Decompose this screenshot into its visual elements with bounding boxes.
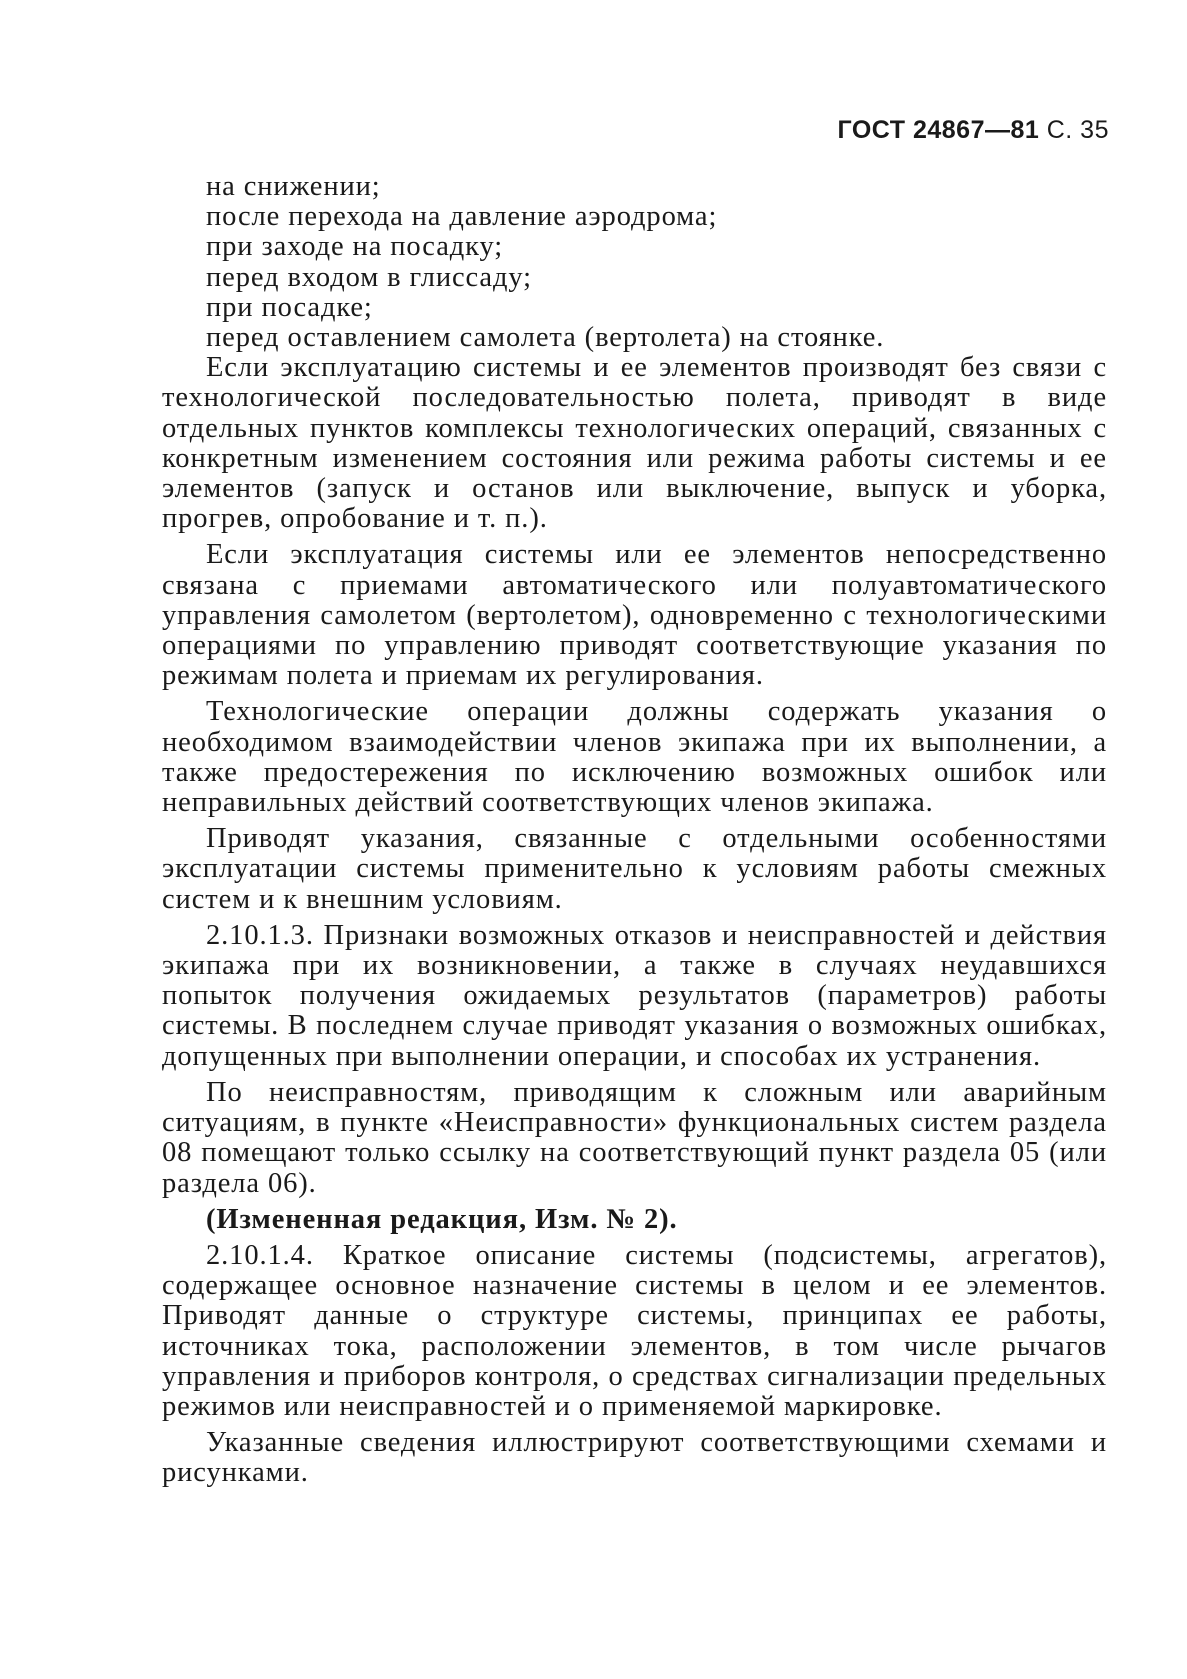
paragraph: Технологические операции должны содержать указания о необходимом взаимодействии членов экипажа при их выполнении, а также предостережения по исключению возможных ошибок или неправильных действий соответствующих членов экипажа. [162, 696, 1107, 819]
amendment-note: (Измененная редакция, Изм. № 2). [206, 1203, 678, 1235]
list-item: при заходе на посадку; [206, 231, 504, 263]
list-item: при посадке; [206, 291, 373, 323]
paragraph: Указанные сведения иллюстрируют соответствующими схемами и рисунками. [162, 1427, 1107, 1489]
standard-number: ГОСТ 24867—81 [837, 116, 1040, 144]
paragraph: По неисправностям, приводящим к сложным или аварийным ситуациям, в пункте «Неисправности» функциональных систем раздела 08 помещают только ссылку на соответствующий пункт раздела 05 (или раздела 06). [162, 1076, 1107, 1199]
paragraph-2-10-1-4: 2.10.1.4. Краткое описание системы (подсистемы, агрегатов), содержащее основное назначение системы в целом и ее элементов. Приводят данные о структуре системы, принципах ее работы, источниках тока, расположении элементов, в том числе рычагов управления и приборов контроля, о средствах сигнализации предельных режимов или неисправностей и о применяемой маркировке. [162, 1239, 1107, 1422]
paragraph: Если эксплуатация системы или ее элементов непосредственно связана с приемами автоматического или полуавтоматического управления самолетом (вертолетом), одновременно с технологическими операциями по управлению приводят соответствующие указания по режимам полета и приемам их регулирования. [162, 539, 1107, 692]
list-item: на снижении; [206, 171, 381, 202]
paragraph-2-10-1-3: 2.10.1.3. Признаки возможных отказов и неисправностей и действия экипажа при их возникновении, а также в случаях неудавшихся попыток получения ожидаемых результатов (параметров) работы системы. В последнем случае приводят указания о возможных ошибках, допущенных при выполнении операции, и способах их устранения. [162, 919, 1107, 1072]
paragraph: Если эксплуатацию системы и ее элементов производят без связи с технологической последовательностью полета, приводят в виде отдельных пунктов комплексы технологических операций, связанных с конкретным изменением состояния или режима работы системы и ее элементов (запуск и останов или выключение, выпуск и уборка, прогрев, опробование и т. п.). [162, 352, 1107, 535]
list-item: перед оставлением самолета (вертолета) на стоянке. [206, 322, 885, 354]
list-item: перед входом в глиссаду; [206, 261, 532, 293]
page-number: С. 35 [1046, 116, 1109, 144]
paragraph: Приводят указания, связанные с отдельными особенностями эксплуатации системы применительно к условиям работы смежных систем и к внешним условиям. [162, 823, 1107, 915]
list-item: после перехода на давление аэродрома; [206, 201, 718, 233]
page-header [838, 116, 1109, 145]
document-body [162, 172, 1107, 1489]
